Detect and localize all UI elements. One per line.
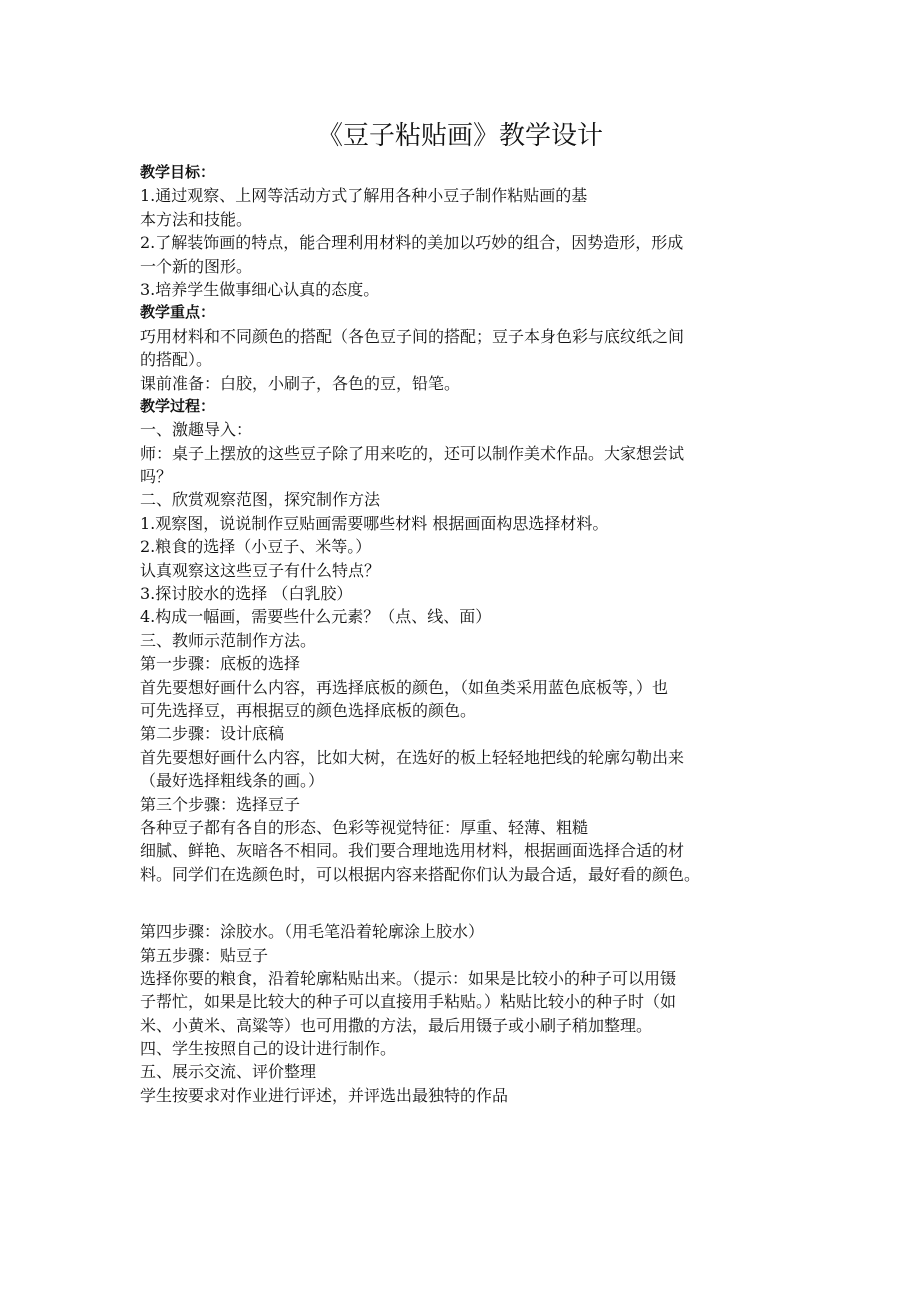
text-line: 课前准备：白胶，小刷子，各色的豆，铅笔。 [140,373,461,393]
text-line: 子帮忙，如果是比较大的种子可以直接用手粘贴。）粘贴比较小的种子时（如 [140,992,677,1012]
text-line: 二、欣赏观察范图，探究制作方法 [140,490,381,510]
text-line: 首先要想好画什么内容，比如大树，在选好的板上轻轻地把线的轮廓勾勒出来 [140,747,685,767]
text-line: 1.通过观察、上网等活动方式了解用各种小豆子制作粘贴画的基 [140,186,588,206]
text-line: 料。同学们在选颜色时，可以根据内容来搭配你们认为最合适，最好看的颜色。 [140,864,701,884]
text-line: 可先选择豆，再根据豆的颜色选择底板的颜色。 [140,700,477,720]
text-line: 巧用材料和不同颜色的搭配（各色豆子间的搭配；豆子本身色彩与底纹纸之间 [140,326,685,346]
text-line: 认真观察这这些豆子有什么特点？ [140,560,381,580]
text-line: 细腻、鲜艳、灰暗各不相同。我们要合理地选用材料，根据画面选择合适的材 [140,841,685,861]
text-line: 3.探讨胶水的选择 （白乳胶） [140,584,353,604]
section-heading: 教学目标： [140,163,216,181]
text-line: 4.构成一幅画，需要些什么元素？（点、线、面） [140,607,492,627]
text-line: 三、教师示范制作方法。 [140,630,317,650]
text-line: 师：桌子上摆放的这些豆子除了用来吃的，还可以制作美术作品。大家想尝试 [140,443,685,463]
text-line: 第五步骤：贴豆子 [140,945,269,965]
section-heading: 教学过程： [140,396,216,415]
text-line: 3.培养学生做事细心认真的态度。 [140,279,380,299]
text-line: 学生按要求对作业进行评述，并评选出最独特的作品 [140,1085,509,1105]
text-line: 第二步骤：设计底稿 [140,724,285,744]
text-line: （最好选择粗线条的画。） [140,771,325,791]
text-line: 首先要想好画什么内容，再选择底板的颜色，（如鱼类采用蓝色底板等，）也 [140,677,669,697]
text-line: 一、激趣导入： [140,420,253,440]
text-line: 第四步骤：涂胶水。（用毛笔沿着轮廓涂上胶水） [140,922,485,942]
text-line: 第三个步骤：选择豆子 [140,794,301,814]
document-body [140,161,780,1107]
text-line: 2.了解装饰画的特点，能合理利用材料的美加以巧妙的组合，因势造形，形成 [140,233,684,253]
text-line: 吗？ [140,467,173,487]
text-line: 第一步骤：底板的选择 [140,654,301,674]
text-line: 本方法和技能。 [140,209,253,229]
text-line: 1.观察图，说说制作豆贴画需要哪些材料 根据画面构思选择材料。 [140,513,609,533]
text-line: 四、学生按照自己的设计进行制作。 [140,1039,397,1059]
text-line: 各种豆子都有各自的形态、色彩等视觉特征：厚重、轻薄、粗糙 [140,817,589,837]
section-heading: 教学重点： [140,303,216,322]
text-line: 2.粮食的选择（小豆子、米等。） [140,537,372,557]
document-title: 《豆子粘贴画》教学设计 [316,121,603,151]
text-line: 五、展示交流、评价整理 [140,1062,317,1082]
text-line: 选择你要的粮食，沿着轮廓粘贴出来。（提示：如果是比较小的种子可以用镊 [140,968,677,988]
text-line: 的搭配）。 [140,350,213,370]
text-line: 一个新的图形。 [140,256,253,276]
text-line: 米、小黄米、高粱等）也可用撒的方法，最后用镊子或小刷子稍加整理。 [140,1015,653,1035]
blank-line [140,886,780,920]
